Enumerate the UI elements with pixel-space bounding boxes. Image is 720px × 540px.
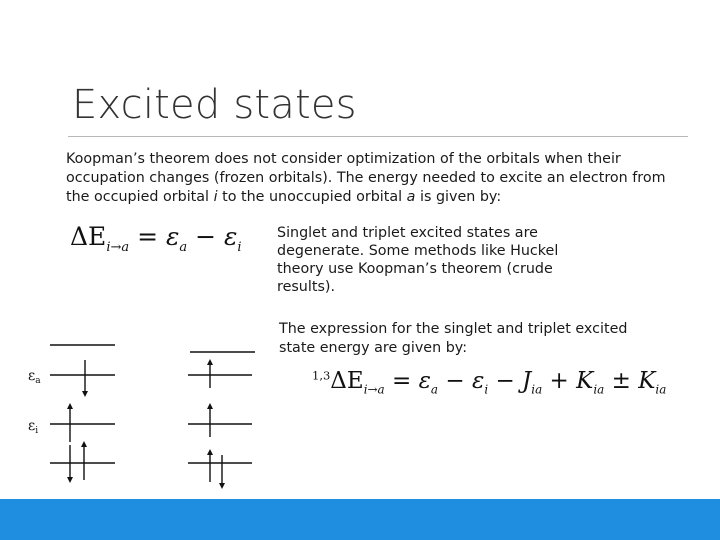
eq2-eps-i: ε bbox=[471, 368, 485, 394]
intro-paragraph bbox=[66, 150, 666, 207]
orbital-diagram bbox=[0, 330, 280, 490]
eq1-equals: = bbox=[129, 222, 166, 251]
eq2-J: J bbox=[522, 368, 532, 394]
eq2-K1: K bbox=[576, 368, 594, 394]
intro-text-1: Koopman’s theorem does not consider optimization of the orbitals when their occupation changes (frozen orbitals). The energy needed to excite an electron from the occupied orbital bbox=[66, 151, 666, 205]
eq1-sub-ia: i→a bbox=[106, 240, 130, 255]
intro-var-a: a bbox=[406, 189, 416, 205]
epsilon-i-label: $\varepsilon_i$ bbox=[28, 418, 39, 436]
eq1-minus: − bbox=[187, 222, 224, 251]
eq2-sub-J: ia bbox=[531, 382, 543, 397]
eq2-sub-K1: ia bbox=[593, 382, 605, 397]
eq1-eps-i: ε bbox=[224, 222, 238, 251]
eq2-eps-a: ε bbox=[418, 368, 431, 394]
intro-var-i: i bbox=[213, 189, 218, 205]
eq2-pm: ± bbox=[604, 368, 639, 394]
slide-title: Excited states bbox=[72, 82, 357, 128]
eq2-equals: = bbox=[384, 368, 419, 394]
intro-text-2: to the unoccupied orbital bbox=[217, 189, 407, 205]
koopman-equation bbox=[70, 222, 242, 255]
eq2-sup: 1,3 bbox=[312, 368, 331, 383]
expression-note: The expression for the singlet and triplet excited state energy are given by: bbox=[279, 321, 628, 356]
eq2-sub-a: a bbox=[430, 382, 439, 397]
eq1-sub-i: i bbox=[237, 240, 242, 255]
eq1-eps-a: ε bbox=[165, 222, 180, 251]
eq2-plus: + bbox=[542, 368, 577, 394]
singlet-triplet-equation bbox=[312, 368, 666, 397]
eq1-delta: ΔE bbox=[70, 222, 107, 251]
eq2-sub-i: i bbox=[484, 382, 489, 397]
eq2-sub-K2: ia bbox=[655, 382, 667, 397]
eq1-sub-a: a bbox=[179, 240, 188, 255]
eq2-sub-ia: i→a bbox=[363, 382, 385, 397]
eq2-K2: K bbox=[638, 368, 656, 394]
eq2-minus-1: − bbox=[438, 368, 472, 394]
eq2-minus-2: − bbox=[488, 368, 523, 394]
epsilon-a-label: $\varepsilon_a$ bbox=[28, 368, 41, 386]
intro-text-3: is given by: bbox=[415, 189, 502, 205]
singlet-triplet-note: Singlet and triplet excited states are degenerate. Some methods like Huckel theory use Koopman’s theorem (crude results). bbox=[277, 225, 559, 295]
eq2-delta: ΔE bbox=[330, 368, 364, 394]
title-divider bbox=[68, 136, 688, 137]
footer-accent-bar bbox=[0, 499, 720, 540]
